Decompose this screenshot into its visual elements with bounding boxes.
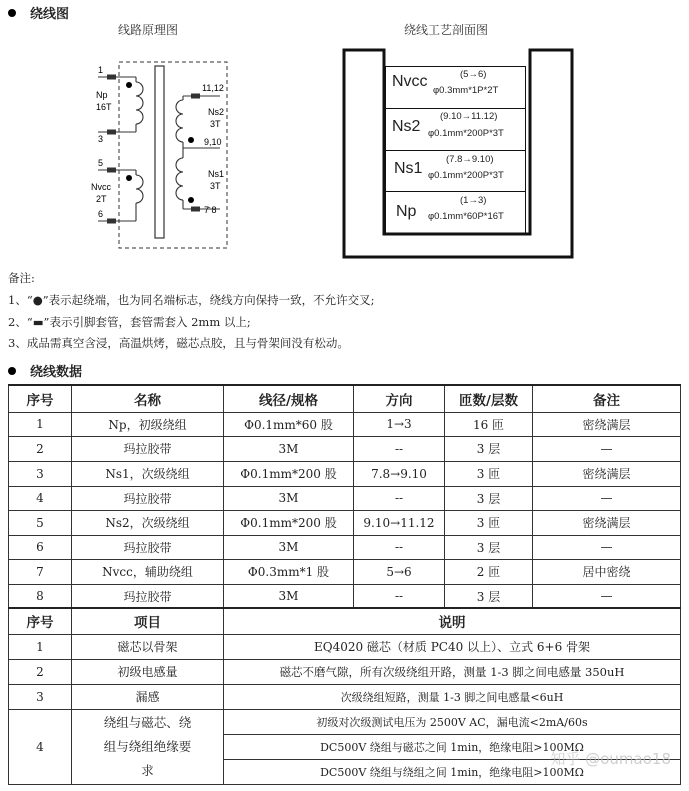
bullet-icon [8,9,16,17]
table-row [9,634,681,659]
cell: 3M [224,535,354,559]
cell: 3M [224,436,354,461]
table-row [9,709,681,734]
cell: 3 层 [445,486,533,510]
pin-7-8-label: 7̄ 8 [204,205,217,215]
header-cell: 序号 [9,608,72,634]
cell: 2 [9,436,72,461]
cell: 7.8→9.10 [354,461,445,486]
table-row [9,584,681,608]
table-row [9,659,681,684]
cell: 3 层 [445,535,533,559]
cell: 密绕满层 [533,461,681,486]
cell-line: 求 [141,762,154,778]
header-cell: 线径/规格 [224,385,354,412]
pin-11-12-label: 11,12 [202,83,224,93]
cell: 密绕满层 [533,412,681,436]
note-item: 3、成品需真空含浸，高温烘烤，磁芯点胶，且与骨架间没有松动。 [8,336,349,350]
cell: 6 [9,535,72,559]
cell: 3 匝 [445,510,533,535]
cell: 3M [224,584,354,608]
dot-mark-icon [126,82,132,88]
layer-dir: (1→3) [460,195,487,207]
cell: -- [354,535,445,559]
winding-layers [385,66,526,234]
section-winding-diagram [8,3,69,22]
cell: DC500V 绕组与绕组之间 1min，绝缘电阻>100MΩ [224,759,681,784]
cell: Ns1，次级绕组 [72,461,224,486]
cell: — [533,535,681,559]
header-cell: 方向 [354,385,445,412]
layer-spec: φ0.1mm*60P*16T [428,211,504,223]
header-cell: 匝数/层数 [445,385,533,412]
pin5-label: 5 [98,158,104,168]
cross-section-diagram [342,48,575,259]
cell: 5 [9,510,72,535]
pin-9-10-label: 9,10 [204,137,222,147]
table-row [9,510,681,535]
cell: 3 匝 [445,461,533,486]
cell-line: 绕组与磁芯、绕 [103,714,192,730]
watermark: 知乎 @oumao18 [550,750,671,768]
section-title: 绕线图 [30,7,70,22]
cell: 7 [9,559,72,584]
layer-np [385,192,526,234]
cell: Ns2，次级绕组 [72,510,224,535]
nvcc-name: Nvcc [91,182,111,192]
dot-mark-icon [188,197,194,203]
cell: 3 层 [445,436,533,461]
cell: 1 [9,634,72,659]
section-winding-data [8,361,82,380]
pin6-label: 6 [98,209,104,219]
core-icon [155,66,164,238]
layer-spec: φ0.3mm*1P*2T [433,85,499,96]
cell: -- [354,486,445,510]
cell: 4 [9,709,72,784]
pin-sleeve-icon [191,94,200,99]
cell: — [533,436,681,461]
cell: 3 层 [445,584,533,608]
cell-line: 组与绕组绝缘要 [103,738,192,754]
table-row [9,559,681,584]
ns2-turns: 3T [210,119,221,129]
layer-ns2 [385,109,526,151]
cell: -- [354,584,445,608]
layer-ns1 [385,151,526,193]
cell: 密绕满层 [533,510,681,535]
pin-sleeve-icon [107,130,116,135]
table-row [9,436,681,461]
header-cell: 备注 [533,385,681,412]
cell: — [533,584,681,608]
layer-nvcc [385,66,526,109]
header-cell: 项目 [72,608,224,634]
table-header-row [9,608,681,634]
cell: 8 [9,584,72,608]
cell: 5→6 [354,559,445,584]
np-turns: 16T [96,102,112,112]
cell: 玛拉胶带 [72,486,224,510]
note-item: 2、“▬”表示引脚套管，套管需套入 2mm 以上; [8,315,251,329]
ns2-name: Ns2 [208,107,225,117]
layer-spec: φ0.1mm*200P*3T [428,127,504,139]
table-row [9,486,681,510]
layer-name: Np [396,203,417,221]
cell: 居中密绕 [533,559,681,584]
cross-section-caption: 绕线工艺剖面图 [404,23,489,37]
cell: 2 匝 [445,559,533,584]
cell: — [533,486,681,510]
cell: 玛拉胶带 [72,584,224,608]
cell: 磁芯不磨气隙，所有次级绕组开路，测量 1-3 脚之间电感量 350uH [224,659,681,684]
note-item: 1、“●”表示起绕端，也为同名端标志，绕线方向保持一致，不允许交叉; [8,293,375,307]
cell: 3M [224,486,354,510]
cell: 16 匝 [445,412,533,436]
bullet-icon [8,367,16,375]
pin-sleeve-icon [191,207,200,212]
cell: 1→3 [354,412,445,436]
layer-name: Ns1 [394,159,423,177]
cell: 初级对次级测试电压为 2500V AC，漏电流<2mA/60s [224,709,681,734]
cell: 磁芯以骨架 [72,634,224,659]
layer-dir: (9.10→11.12) [440,110,498,122]
cell: 3 [9,461,72,486]
winding-table [8,384,681,609]
cell: DC500V 绕组与磁芯之间 1min，绝缘电阻>100MΩ [224,734,681,759]
cell: 玛拉胶带 [72,535,224,559]
header-cell: 序号 [9,385,72,412]
circuit-caption: 线路原理图 [118,23,179,37]
layer-dir: (7.8→9.10) [446,153,494,165]
cell: 玛拉胶带 [72,436,224,461]
cell: 漏感 [72,684,224,709]
cell: Φ0.3mm*1 股 [224,559,354,584]
dot-mark-icon [188,137,194,143]
cell: EQ4020 磁芯（材质 PC40 以上）、立式 6+6 骨架 [224,634,681,659]
layer-spec: φ0.1mm*200P*3T [428,169,504,181]
pin3-label: 3 [98,134,104,144]
layer-name: Ns2 [392,117,421,135]
cell: 9.10→11.12 [354,510,445,535]
insulation-item-cell [72,709,224,784]
cell: 次级绕组短路，测量 1-3 脚之间电感量<6uH [224,684,681,709]
circuit-schematic [80,60,250,252]
header-cell: 名称 [72,385,224,412]
notes-title: 备注: [8,271,35,285]
cell: Φ0.1mm*200 股 [224,461,354,486]
cell: 初级电感量 [72,659,224,684]
ns1-turns: 3T [210,181,221,191]
pin1-label: 1 [98,65,104,75]
header-cell: 说明 [224,608,681,634]
cell: Nvcc，辅助绕组 [72,559,224,584]
table-row [9,412,681,436]
cell: Φ0.1mm*200 股 [224,510,354,535]
dot-mark-icon [126,175,132,181]
table-row [9,684,681,709]
cell: 3 [9,684,72,709]
nvcc-turns: 2T [96,194,107,204]
cell: 4 [9,486,72,510]
cell: Φ0.1mm*60 股 [224,412,354,436]
cell: 1 [9,412,72,436]
table-header-row [9,385,681,412]
pin-sleeve-icon [107,75,116,80]
section-title: 绕线数据 [30,365,83,380]
cell: Np，初级绕组 [72,412,224,436]
layer-dir: (5→6) [460,69,487,80]
cell: 2 [9,659,72,684]
table-row [9,461,681,486]
layer-name: Nvcc [392,73,428,90]
cell: -- [354,436,445,461]
np-name: Np [96,90,108,100]
ns1-name: Ns1 [208,169,225,179]
table-row [9,535,681,559]
